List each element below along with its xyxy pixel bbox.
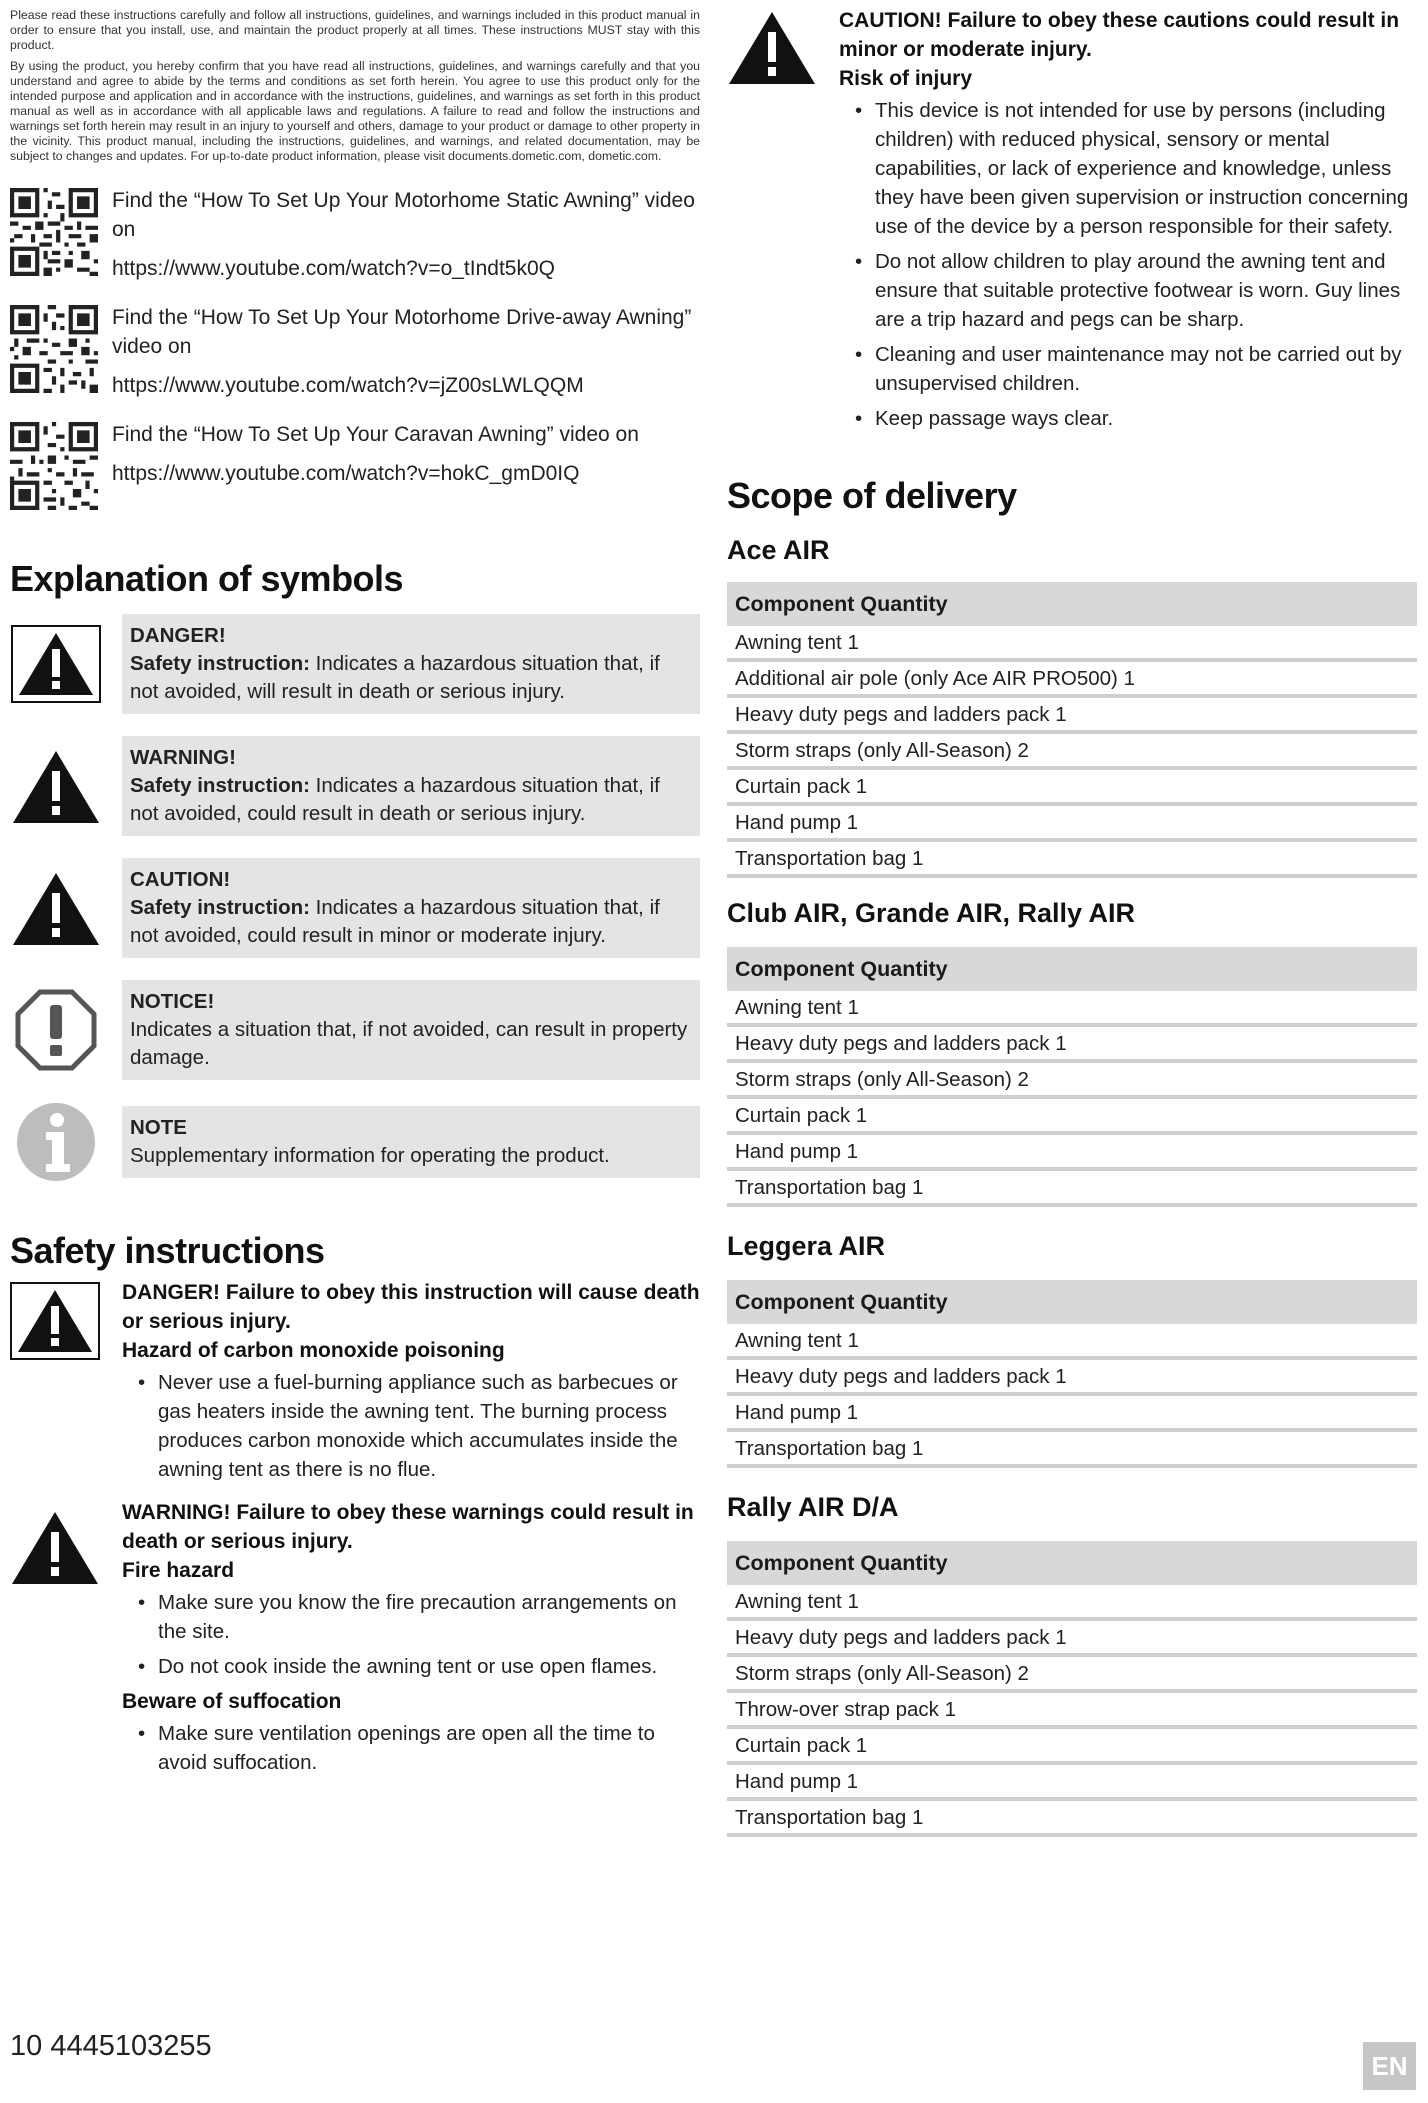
table-row: Awning tent 1 — [727, 1585, 1417, 1621]
table-header: Component Quantity — [727, 1541, 1417, 1585]
bullet-item: • Never use a fuel-burning appliance such as barbecues or gas heaters inside the awning tent. The burning process produces carbon monoxide which accumulates inside the awning tent as there is no flue. — [122, 1368, 700, 1484]
symbol-caution — [10, 858, 700, 958]
bullet-item: • Make sure you know the fire precaution arrangements on the site. — [122, 1588, 700, 1646]
table-title-club-air: Club AIR, Grande AIR, Rally AIR — [727, 898, 1136, 928]
warning-heading: WARNING! Failure to obey these warnings could result in death or serious injury. — [122, 1501, 694, 1553]
danger-hazard: Hazard of carbon monoxide poisoning — [122, 1339, 505, 1362]
symbol-label: CAUTION! — [130, 868, 231, 891]
symbol-label: WARNING! — [130, 746, 236, 769]
video-title: Find the “How To Set Up Your Motorhome Drive-away Awning” video on — [112, 306, 692, 358]
bullet-item: • Do not cook inside the awning tent or use open flames. — [122, 1652, 700, 1681]
qr-code-icon — [10, 422, 98, 510]
caution-heading: CAUTION! Failure to obey these cautions could result in minor or moderate injury. — [839, 9, 1400, 61]
suffocation-bullets — [122, 1719, 700, 1777]
symbol-strong: Safety instruction: — [130, 774, 310, 797]
warning-triangle-icon — [10, 746, 102, 826]
symbols-title: Explanation of symbols — [10, 558, 404, 599]
table-row: Awning tent 1 — [727, 1324, 1417, 1360]
symbol-label: NOTICE! — [130, 990, 215, 1013]
video-title: Find the “How To Set Up Your Caravan Awning” video on — [112, 423, 639, 446]
left-column — [10, 8, 700, 1783]
symbol-strong: Safety instruction: — [130, 652, 310, 675]
warning-content — [122, 1498, 700, 1783]
danger-bullets — [122, 1368, 700, 1484]
bullet-item: • This device is not intended for use by persons (including children) with reduced physical, sensory or mental capabilities, or lack of experience and knowledge, unless they have been given supervision or instruction concerning use of the device by a person responsible for their safety. — [839, 96, 1417, 241]
qr-code-icon — [10, 188, 98, 276]
qr-code-icon — [10, 305, 98, 393]
table-row: Storm straps (only All-Season) 2 — [727, 1063, 1417, 1099]
danger-block — [10, 1278, 700, 1490]
table-row: Transportation bag 1 — [727, 842, 1417, 878]
scope-title: Scope of delivery — [727, 475, 1017, 516]
symbol-strong: Safety instruction: — [130, 896, 310, 919]
table-header: Component Quantity — [727, 1280, 1417, 1324]
table-row: Throw-over strap pack 1 — [727, 1693, 1417, 1729]
symbol-description — [122, 614, 700, 714]
table-row: Awning tent 1 — [727, 991, 1417, 1027]
video-link-1 — [10, 186, 700, 283]
table-row: Heavy duty pegs and ladders pack 1 — [727, 1621, 1417, 1657]
table-row: Transportation bag 1 — [727, 1432, 1417, 1468]
table-ace-air — [727, 582, 1417, 878]
caution-bullets — [839, 96, 1417, 433]
warning-triangle-icon — [10, 1498, 102, 1591]
bullet-item: • Keep passage ways clear. — [839, 404, 1417, 433]
table-header: Component Quantity — [727, 947, 1417, 991]
symbol-description — [122, 1106, 700, 1178]
intro-paragraph-1: Please read these instructions carefully and follow all instructions, guidelines, and warnings included in this product manual in order to ensure that you install, use, and maintain the product properly at all times. These instructions MUST stay with this product. — [10, 8, 700, 52]
video-link-2 — [10, 303, 700, 400]
table-row: Hand pump 1 — [727, 1135, 1417, 1171]
injury-hazard: Risk of injury — [839, 67, 973, 90]
page-number: 10 4445103255 — [10, 2030, 212, 2062]
video-url[interactable]: https://www.youtube.com/watch?v=jZ00sLWLQQM — [112, 374, 584, 397]
safety-title: Safety instructions — [10, 1230, 325, 1271]
table-row: Curtain pack 1 — [727, 770, 1417, 806]
symbol-text: Supplementary information for operating the product. — [130, 1144, 610, 1167]
symbol-note — [10, 1102, 700, 1182]
intro-text — [10, 8, 700, 164]
table-row: Hand pump 1 — [727, 1765, 1417, 1801]
danger-content — [122, 1278, 700, 1490]
caution-triangle-icon — [727, 6, 819, 91]
danger-warning-triangle-icon — [10, 624, 102, 704]
warning-block — [10, 1498, 700, 1783]
fire-hazard: Fire hazard — [122, 1559, 235, 1582]
video-link-3 — [10, 420, 700, 510]
video-title: Find the “How To Set Up Your Motorhome Static Awning” video on — [112, 189, 695, 241]
fire-bullets — [122, 1588, 700, 1681]
table-leggera-air — [727, 1280, 1417, 1468]
video-link-text — [112, 186, 700, 283]
table-row: Heavy duty pegs and ladders pack 1 — [727, 1360, 1417, 1396]
video-link-text — [112, 303, 700, 400]
intro-paragraph-2: By using the product, you hereby confirm that you have read all instructions, guidelines, and warnings carefully and that you understand and agree to abide by the terms and conditions as set forth herein. You agree to use this product only for the intended purpose and application and in accordance with the instructions, guidelines, and warnings as set forth in this product manual as well as in accordance with all applicable laws and regulations. A failure to read and follow the instructions and warnings set forth herein may result in an injury to yourself and others, damage to your product or damage to other property in the vicinity. This product manual, including the instructions, guidelines, and warnings, and related documentation, may be subject to changes and updates. For up-to-date product information, please visit documents.dometic.com, dometic.com. — [10, 59, 700, 163]
symbol-label: NOTE — [130, 1116, 187, 1139]
info-icon — [10, 1102, 102, 1182]
table-row: Hand pump 1 — [727, 1396, 1417, 1432]
symbol-description — [122, 980, 700, 1080]
symbol-text: Indicates a hazardous situation that, if not avoided, could result in minor or moderate injury. — [130, 896, 660, 947]
symbol-notice — [10, 980, 700, 1080]
symbol-description — [122, 858, 700, 958]
bullet-item: • Make sure ventilation openings are open all the time to avoid suffocation. — [122, 1719, 700, 1777]
caution-triangle-icon — [10, 868, 102, 948]
caution-content — [839, 6, 1417, 439]
table-row: Heavy duty pegs and ladders pack 1 — [727, 698, 1417, 734]
table-title-leggera-air: Leggera AIR — [727, 1231, 886, 1261]
table-row: Storm straps (only All-Season) 2 — [727, 1657, 1417, 1693]
table-rally-air-da — [727, 1541, 1417, 1837]
suffocation-hazard: Beware of suffocation — [122, 1690, 342, 1713]
notice-octagon-icon — [10, 990, 102, 1070]
danger-warning-triangle-icon — [10, 1278, 102, 1365]
table-club-air — [727, 947, 1417, 1207]
video-link-text — [112, 420, 639, 488]
bullet-item: • Do not allow children to play around the awning tent and ensure that suitable protective footwear is worn. Guy lines are a trip hazard and pegs can be sharp. — [839, 247, 1417, 334]
table-header: Component Quantity — [727, 582, 1417, 626]
right-column — [727, 6, 1417, 1837]
symbol-label: DANGER! — [130, 624, 226, 647]
video-url[interactable]: https://www.youtube.com/watch?v=o_tIndt5k0Q — [112, 257, 555, 280]
language-badge: EN — [1363, 2042, 1416, 2090]
table-row: Additional air pole (only Ace AIR PRO500) 1 — [727, 662, 1417, 698]
table-title-ace-air: Ace AIR — [727, 535, 830, 565]
table-row: Transportation bag 1 — [727, 1801, 1417, 1837]
table-row: Transportation bag 1 — [727, 1171, 1417, 1207]
video-url[interactable]: https://www.youtube.com/watch?v=hokC_gmD0IQ — [112, 462, 580, 485]
symbol-description — [122, 736, 700, 836]
table-row: Curtain pack 1 — [727, 1099, 1417, 1135]
table-row: Heavy duty pegs and ladders pack 1 — [727, 1027, 1417, 1063]
symbol-text: Indicates a situation that, if not avoided, can result in property damage. — [130, 1018, 688, 1069]
symbol-warning — [10, 736, 700, 836]
table-row: Storm straps (only All-Season) 2 — [727, 734, 1417, 770]
symbol-text: Indicates a hazardous situation that, if not avoided, could result in death or serious injury. — [130, 774, 660, 825]
danger-heading: DANGER! Failure to obey this instruction will cause death or serious injury. — [122, 1281, 700, 1333]
table-row: Awning tent 1 — [727, 626, 1417, 662]
table-row: Curtain pack 1 — [727, 1729, 1417, 1765]
caution-block — [727, 6, 1417, 439]
table-row: Hand pump 1 — [727, 806, 1417, 842]
bullet-item: • Cleaning and user maintenance may not be carried out by unsupervised children. — [839, 340, 1417, 398]
table-title-rally-air-da: Rally AIR D/A — [727, 1492, 899, 1522]
symbol-text: Indicates a hazardous situation that, if not avoided, will result in death or serious injury. — [130, 652, 660, 703]
symbol-danger — [10, 614, 700, 714]
